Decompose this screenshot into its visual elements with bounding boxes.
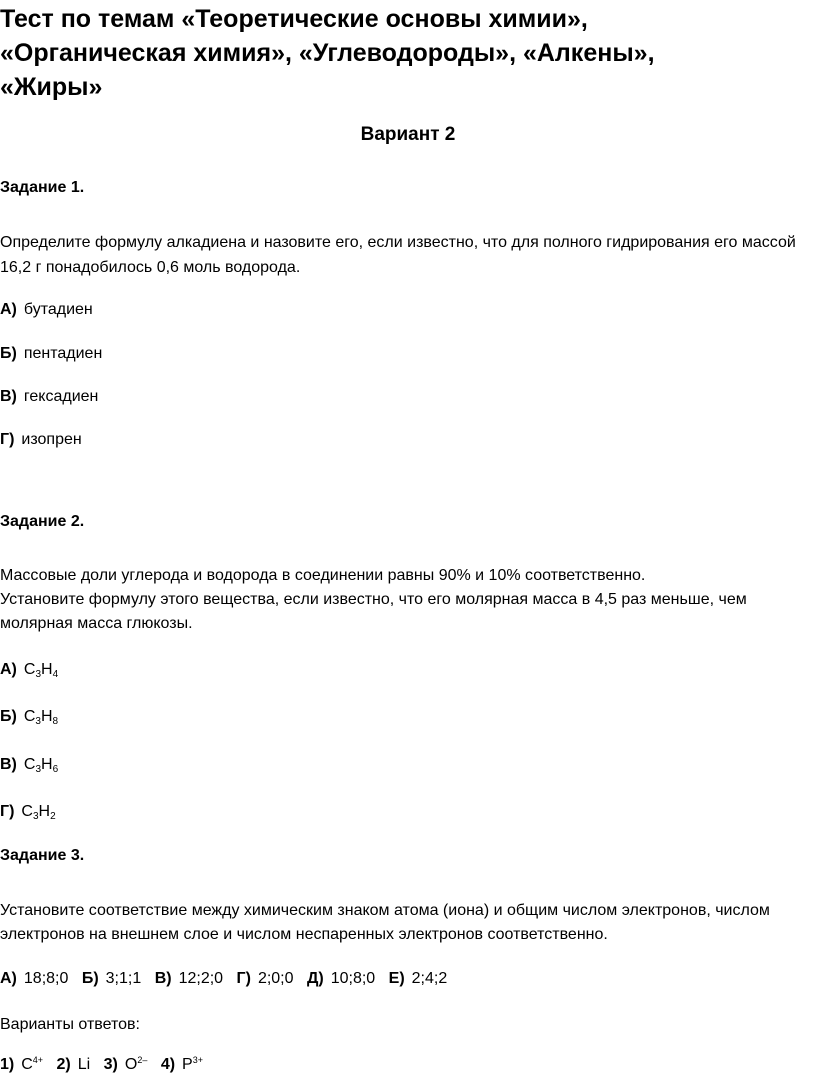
- document-title: [0, 2, 700, 104]
- task3-heading: Задание 3.: [0, 847, 85, 864]
- task2-heading: Задание 2.: [0, 513, 85, 530]
- match-label: В): [154, 970, 172, 987]
- task3-answers: [0, 1052, 203, 1077]
- answer-ion: $P^{3+}$: [182, 1055, 203, 1073]
- match-text: 18;8;0: [23, 970, 69, 987]
- task2-option-c: [0, 752, 58, 777]
- option-text: гексадиен: [23, 388, 99, 405]
- option-label: В): [0, 756, 17, 773]
- task3-answers-heading: Варианты ответов:: [0, 1016, 140, 1033]
- task2-option-a: [0, 657, 58, 682]
- answer-ion: $C^{4+}$: [21, 1055, 44, 1073]
- title-line-2: «Органическая химия», «Углеводороды», «Алкены»,: [0, 39, 655, 67]
- formula: $C_3H_2$: [21, 803, 56, 822]
- task1-heading: Задание 1.: [0, 179, 85, 196]
- task1-option-a: [0, 297, 93, 322]
- match-text: 2;4;2: [411, 970, 448, 987]
- option-label: А): [0, 301, 17, 318]
- task3-question-line-2: электронов на внешнем слое и числом неспаренных электронов соответственно.: [0, 926, 608, 943]
- answer-label: 1): [0, 1056, 15, 1073]
- title-line-3: «Жиры»: [0, 73, 103, 101]
- task1-option-b: [0, 341, 102, 366]
- task1-option-c: [0, 384, 98, 409]
- option-text: пентадиен: [23, 345, 103, 362]
- answer-label: 3): [103, 1056, 118, 1073]
- task2-question-line-2: Установите формулу этого вещества, если известно, что его молярная масса в 4,5 раз меньше, чем: [0, 591, 747, 608]
- answer-ion: Li: [77, 1056, 91, 1073]
- formula: $C_3H_8$: [23, 708, 59, 727]
- task3-matches: [0, 966, 447, 991]
- task1-question-line-1: Определите формулу алкадиена и назовите его, если известно, что для полного гидрирования его массой: [0, 234, 796, 251]
- option-text: бутадиен: [23, 301, 93, 318]
- match-label: Б): [81, 970, 99, 987]
- answer-label: 4): [160, 1056, 176, 1073]
- answer-label: 2): [56, 1056, 71, 1073]
- option-label: Б): [0, 345, 17, 362]
- option-label: А): [0, 661, 17, 678]
- task2-question-line-1: Массовые доли углерода и водорода в соединении равны 90% и 10% соответственно.: [0, 567, 646, 584]
- task2-option-b: [0, 704, 58, 729]
- formula: $C_3H_4$: [23, 661, 59, 680]
- match-text: 3;1;1: [105, 970, 142, 987]
- title-line-1: Тест по темам «Теоретические основы химии»,: [0, 5, 588, 33]
- task3-question-line-1: Установите соответствие между химическим знаком атома (иона) и общим числом электронов, числом: [0, 902, 770, 919]
- formula: $C_3H_6$: [23, 756, 59, 775]
- match-text: 12;2;0: [178, 970, 224, 987]
- match-label: А): [0, 970, 17, 987]
- variant-label: Вариант 2: [360, 124, 456, 145]
- match-text: 10;8;0: [330, 970, 376, 987]
- task1-question-line-2: 16,2 г понадобилось 0,6 моль водорода.: [0, 259, 301, 276]
- task2-option-d: [0, 799, 56, 824]
- answer-ion: $O^{2-}$: [124, 1055, 148, 1073]
- match-label: Е): [388, 970, 405, 987]
- option-label: Г): [0, 431, 15, 448]
- task2-question-line-3: молярная масса глюкозы.: [0, 615, 193, 632]
- option-label: Б): [0, 708, 17, 725]
- match-text: 2;0;0: [257, 970, 294, 987]
- option-text: изопрен: [21, 431, 82, 448]
- match-label: Г): [236, 970, 251, 987]
- match-label: Д): [306, 970, 324, 987]
- option-label: Г): [0, 803, 15, 820]
- option-label: В): [0, 388, 17, 405]
- task1-option-d: [0, 427, 82, 452]
- variant-heading: [0, 124, 816, 146]
